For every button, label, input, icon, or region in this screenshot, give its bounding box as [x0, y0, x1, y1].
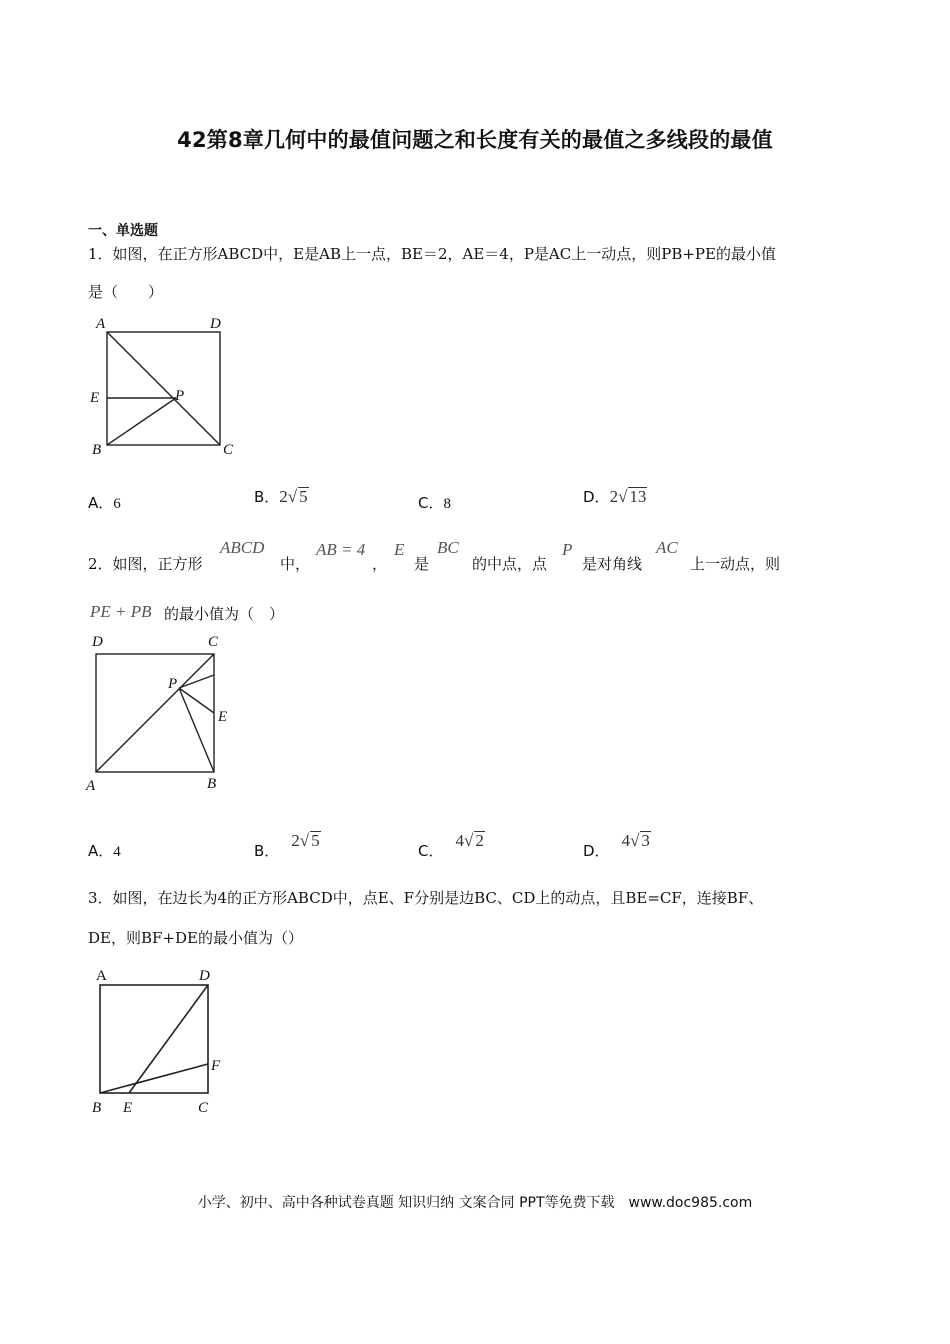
q2-math-ac: AC: [656, 538, 678, 557]
q1-segment-bp: [107, 398, 176, 445]
q2-text-comma: ，: [372, 555, 388, 573]
q1-diagonal-ac: [107, 332, 220, 445]
q2-text-diagonal: 是对角线: [582, 555, 643, 573]
q3-label-b: B: [92, 1100, 102, 1116]
q2-math-ab4: AB = 4: [316, 540, 366, 559]
q3-label-a: A: [96, 968, 107, 984]
q2-option-a-letter: A．: [88, 842, 114, 860]
section-heading: 一、单选题: [88, 223, 158, 239]
page-footer: 小学、初中、高中各种试卷真题 知识归纳 文案合同 PPT等免费下载 www.doc985.com: [197, 1195, 753, 1211]
q2-math-abcd: ABCD: [220, 538, 265, 557]
q2-option-c-coeff: 4: [455, 831, 464, 850]
page-title: 42第8章几何中的最值问题之和长度有关的最值之多线段的最值: [177, 128, 773, 152]
q1-label-b: B: [92, 442, 102, 458]
q2-option-c-radicand: 2: [475, 831, 484, 850]
q1-option-d-radical-sign: √: [618, 487, 628, 506]
q2-option-c-letter: C．: [418, 842, 444, 860]
q2-math-p: P: [562, 540, 573, 559]
q1-option-b-radicand: 5: [299, 487, 308, 506]
question-1-text-line2: 是（ ）: [88, 283, 164, 301]
q1-option-c-value: 8: [443, 496, 451, 512]
q2-label-d: D: [92, 634, 103, 650]
q2-option-b[interactable]: [254, 830, 321, 860]
q1-option-c-letter: C．: [418, 494, 444, 512]
q3-label-d: D: [199, 968, 210, 984]
q1-option-b-letter: B．: [254, 488, 280, 506]
q2-math-expr: PE + PB: [90, 602, 152, 621]
q1-option-b-radical-sign: √: [287, 487, 298, 506]
q2-text-midpoint: 的中点，点: [472, 555, 548, 573]
q2-text-zhong: 中，: [280, 555, 311, 573]
q1-option-b-coeff: 2: [279, 487, 288, 506]
q1-option-b[interactable]: [254, 486, 309, 507]
question-3-figure: [86, 960, 246, 1120]
q1-option-d-letter: D．: [583, 488, 610, 506]
q2-option-b-radical-sign: √: [299, 831, 310, 850]
q2-text-moving: 上一动点，则: [690, 555, 781, 573]
q2-option-d-radicand: 3: [641, 831, 650, 850]
question-1-figure: [86, 312, 246, 462]
q2-segment-pc: [179, 675, 214, 688]
q3-label-c: C: [198, 1100, 209, 1116]
q2-label-p: P: [168, 676, 178, 692]
question-3-text-line1: 3．如图，在边长为4的正方形ABCD中，点E、F分别是边BC、CD上的动点，且BE=CF，连接BF、: [88, 889, 764, 907]
q1-option-c[interactable]: [418, 492, 451, 513]
q2-option-d[interactable]: [583, 830, 651, 860]
question-1-text-line1: 1．如图，在正方形ABCD中，E是AB上一点，BE＝2，AE＝4，P是AC上一动点，则PB+PE的最小值: [88, 245, 776, 263]
q2-option-d-radical-sign: √: [630, 831, 640, 850]
q2-text-min: 的最小值为（ ）: [164, 605, 285, 623]
q1-option-a-value: 6: [113, 496, 121, 512]
q2-option-b-radicand: 5: [311, 831, 320, 850]
q2-option-c[interactable]: [418, 830, 485, 860]
q2-option-d-coeff: 4: [621, 831, 631, 850]
q1-option-a[interactable]: [88, 492, 121, 513]
q2-diagonal-ac: [96, 654, 214, 772]
q2-option-c-radical-sign: √: [463, 831, 474, 850]
q3-segment-de: [129, 985, 208, 1093]
q1-option-d[interactable]: [583, 486, 647, 507]
q3-segment-bf: [100, 1064, 208, 1093]
q2-option-b-letter: B．: [254, 842, 280, 860]
q2-label-a: A: [86, 778, 96, 794]
q1-option-a-letter: A．: [88, 494, 114, 512]
q2-option-a[interactable]: [88, 840, 121, 861]
q1-label-e: E: [90, 390, 100, 406]
q3-label-f: F: [211, 1058, 221, 1074]
q2-text-shi: 是: [414, 555, 430, 573]
q2-option-a-value: 4: [113, 844, 121, 860]
q2-label-b: B: [207, 776, 217, 792]
q2-math-e: E: [394, 540, 405, 559]
question-2-num: 2．如图，正方形: [88, 555, 203, 573]
q1-label-p: P: [175, 388, 185, 404]
q1-label-c: C: [223, 442, 234, 458]
q1-label-d: D: [210, 316, 221, 332]
question-2-figure: [82, 630, 242, 795]
q2-option-b-coeff: 2: [291, 831, 300, 850]
q2-label-e: E: [218, 709, 228, 725]
question-3-text-line2: DE，则BF+DE的最小值为（）: [88, 929, 303, 947]
q1-option-d-radicand: 13: [629, 487, 647, 506]
q1-option-d-coeff: 2: [609, 487, 619, 506]
q1-label-a: A: [96, 316, 106, 332]
q2-label-c: C: [208, 634, 219, 650]
q3-label-e: E: [123, 1100, 133, 1116]
q2-option-d-letter: D．: [583, 842, 610, 860]
q3-square: [100, 985, 208, 1093]
q2-math-bc: BC: [437, 538, 459, 557]
